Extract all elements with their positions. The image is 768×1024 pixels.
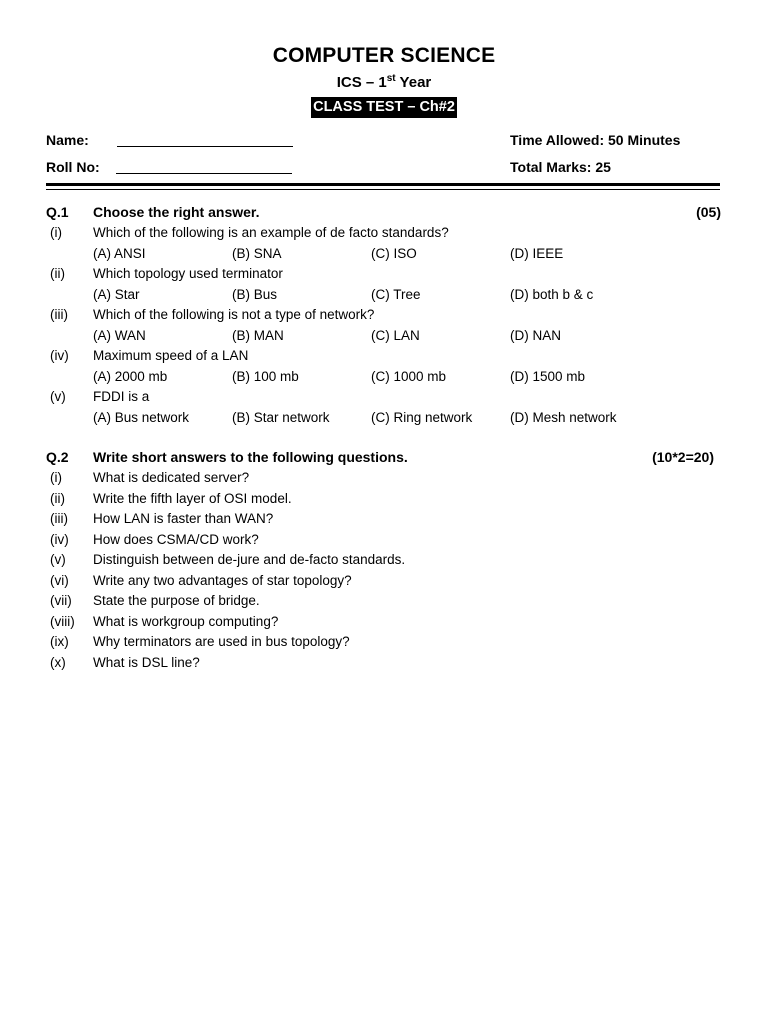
short-question-row (0, 532, 768, 552)
name-blank-line[interactable] (117, 146, 293, 147)
short-question-row (0, 470, 768, 490)
question-text: How does CSMA/CD work? (93, 531, 259, 547)
mcq-options-row (0, 246, 768, 266)
mcq-options-row (0, 369, 768, 389)
question-text: FDDI is a (93, 389, 150, 404)
question-number: (iii) (50, 511, 68, 526)
mcq-option: (C) LAN (371, 327, 420, 343)
mcq-question-row (0, 389, 768, 409)
question-text: Maximum speed of a LAN (93, 348, 249, 363)
question-number: (iv) (50, 348, 69, 363)
q1-marks: (05) (696, 204, 721, 220)
question-text: Write any two advantages of star topology? (93, 572, 352, 588)
mcq-option: (B) 100 mb (232, 368, 299, 384)
short-question-row (0, 573, 768, 593)
mcq-option: (B) Bus (232, 286, 278, 302)
mcq-option: (C) Tree (371, 286, 421, 302)
question-text: State the purpose of bridge. (93, 593, 260, 608)
subtitle-suffix: Year (395, 74, 432, 91)
mcq-option: (B) SNA (232, 245, 282, 261)
mcq-question-row (0, 266, 768, 286)
question-text: Distinguish between de-jure and de-facto standards. (93, 552, 406, 567)
mcq-question-row (0, 348, 768, 368)
question-text: Why terminators are used in bus topology? (93, 634, 350, 649)
question-number: (iii) (50, 307, 68, 322)
question-number: (vii) (50, 593, 72, 608)
mcq-option: (D) both b & c (510, 286, 594, 302)
question-number: (v) (50, 552, 66, 567)
mcq-options-row (0, 287, 768, 307)
divider-thin (46, 189, 720, 190)
short-question-row (0, 655, 768, 675)
test-label-wrap (0, 97, 768, 118)
mcq-option: (D) NAN (510, 327, 561, 343)
q2-heading: Write short answers to the following questions. (93, 449, 408, 465)
q1-heading: Choose the right answer. (93, 204, 260, 220)
mcq-option: (A) Star (93, 286, 140, 302)
question-number: (ix) (50, 634, 69, 649)
short-question-row (0, 511, 768, 531)
mcq-options-row (0, 328, 768, 348)
question-text: What is DSL line? (93, 654, 200, 670)
mcq-option: (A) 2000 mb (93, 368, 168, 384)
test-label: CLASS TEST – Ch#2 (311, 97, 457, 118)
total-marks: Total Marks: 25 (510, 159, 611, 175)
subtitle (0, 74, 768, 91)
mcq-option: (C) ISO (371, 245, 417, 261)
q2-marks: (10*2=20) (652, 449, 714, 465)
question-text: Which of the following is an example of de facto standards? (93, 225, 449, 240)
mcq-option: (B) MAN (232, 327, 284, 343)
short-question-row (0, 593, 768, 613)
question-text: What is dedicated server? (93, 470, 250, 485)
short-question-row (0, 634, 768, 654)
short-question-row (0, 552, 768, 572)
roll-no-blank-line[interactable] (116, 173, 292, 174)
mcq-option: (D) 1500 mb (510, 368, 586, 384)
mcq-question-row (0, 307, 768, 327)
mcq-question-row (0, 225, 768, 245)
question-number: (i) (50, 225, 62, 240)
mcq-option: (A) Bus network (93, 409, 190, 425)
name-label: Name: (46, 132, 89, 148)
question-number: (iv) (50, 531, 69, 547)
subtitle-prefix: ICS – 1 (336, 74, 387, 91)
roll-no-label: Roll No: (46, 159, 100, 175)
divider-thick (46, 183, 720, 186)
mcq-option: (A) WAN (93, 327, 146, 343)
q2-number: Q.2 (46, 449, 69, 465)
short-question-row (0, 491, 768, 511)
mcq-option: (B) Star network (232, 409, 330, 425)
q1-number: Q.1 (46, 204, 69, 220)
question-number: (i) (50, 470, 62, 485)
page-title: COMPUTER SCIENCE (272, 44, 496, 67)
question-number: (x) (50, 654, 66, 670)
mcq-option: (D) Mesh network (510, 409, 617, 425)
mcq-option: (C) Ring network (371, 409, 473, 425)
question-text: How LAN is faster than WAN? (93, 511, 274, 526)
question-number: (ii) (50, 490, 65, 506)
short-question-row (0, 614, 768, 634)
mcq-option: (A) ANSI (93, 245, 146, 261)
question-number: (viii) (50, 613, 75, 629)
subtitle-superscript: st (386, 73, 396, 84)
question-text: What is workgroup computing? (93, 613, 279, 629)
question-number: (v) (50, 389, 66, 404)
mcq-option: (C) 1000 mb (371, 368, 447, 384)
question-text: Which of the following is not a type of network? (93, 307, 375, 322)
question-number: (ii) (50, 266, 65, 281)
question-text: Write the fifth layer of OSI model. (93, 490, 292, 506)
time-allowed: Time Allowed: 50 Minutes (510, 132, 681, 148)
mcq-option: (D) IEEE (510, 245, 564, 261)
mcq-options-row (0, 410, 768, 430)
question-text: Which topology used terminator (93, 266, 283, 281)
question-number: (vi) (50, 572, 69, 588)
